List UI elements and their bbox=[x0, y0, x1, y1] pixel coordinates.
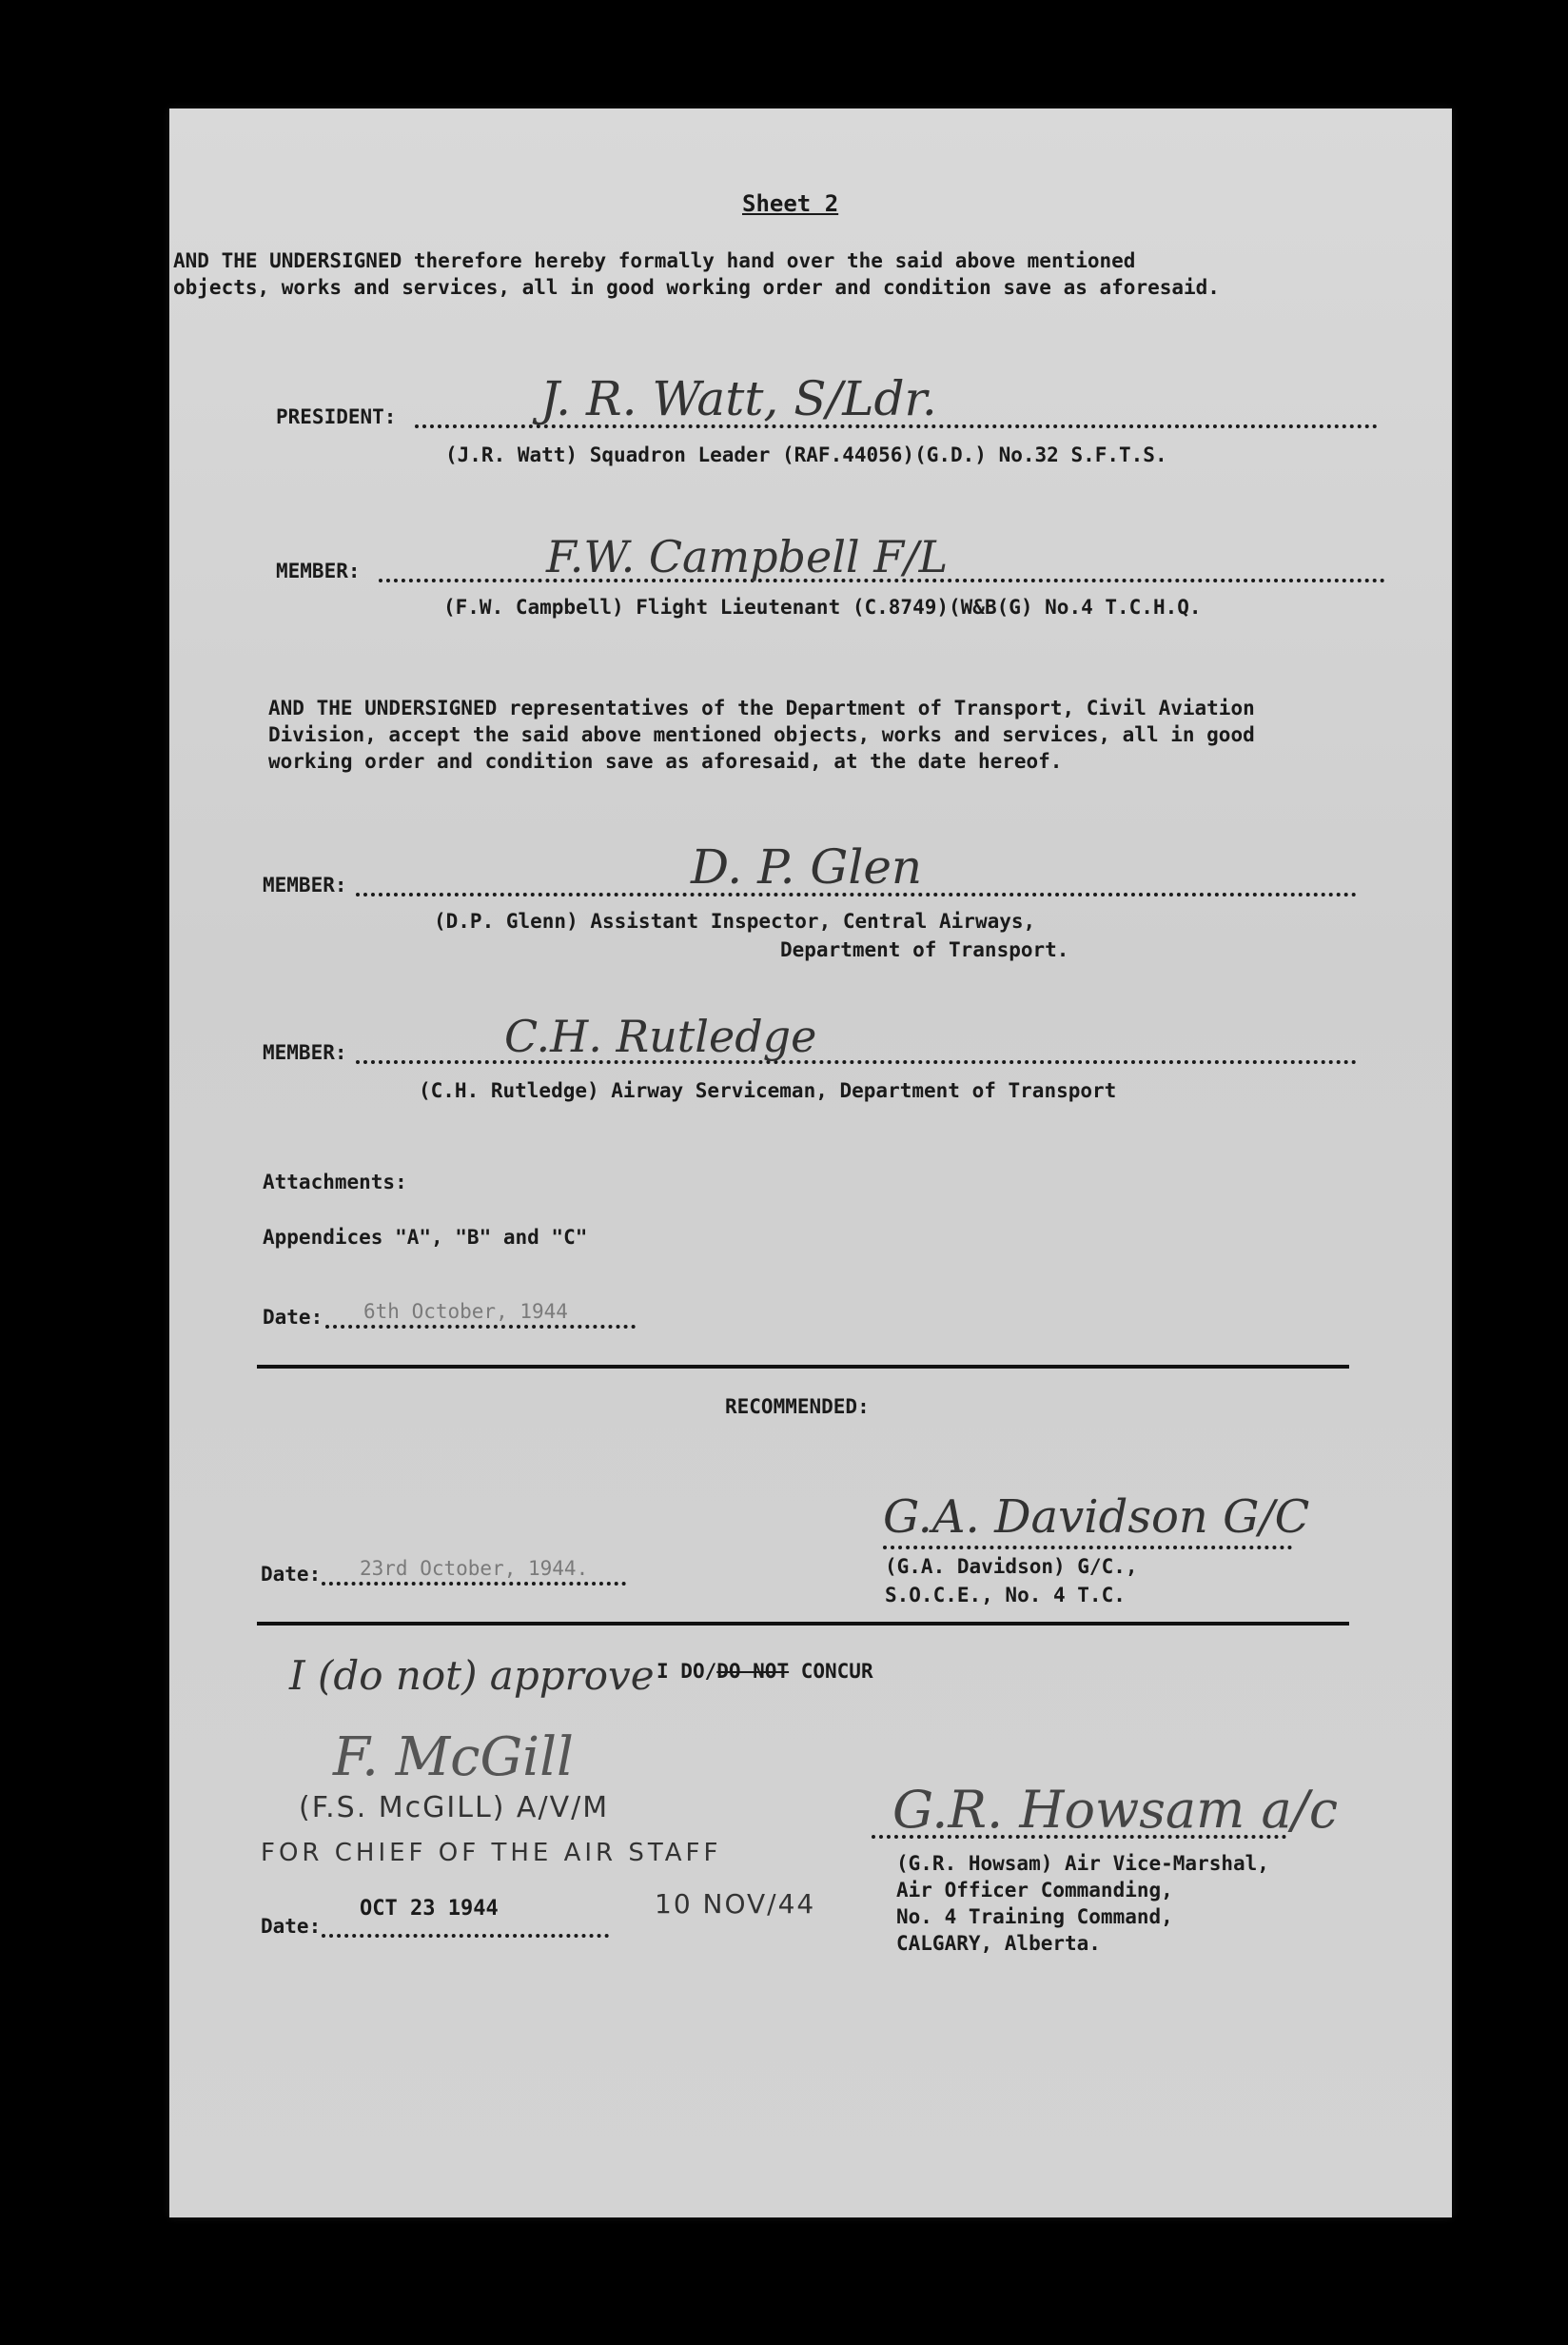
date-line bbox=[325, 1325, 636, 1329]
handover-paragraph-line: objects, works and services, all in good working order and condition save as aforesaid. bbox=[173, 276, 1220, 299]
howsam-typed-title: Air Officer Commanding, bbox=[896, 1879, 1173, 1902]
attachments-label: Attachments: bbox=[263, 1171, 407, 1193]
acceptance-paragraph-line: working order and condition save as aforesaid, at the date hereof. bbox=[268, 750, 1063, 773]
member-typed-name: (D.P. Glenn) Assistant Inspector, Central Airways, bbox=[434, 910, 1036, 933]
concur-do-not: DO NOT bbox=[716, 1660, 790, 1683]
date-line bbox=[322, 1934, 609, 1938]
date-value: 23rd October, 1944. bbox=[360, 1557, 589, 1580]
date-label: Date: bbox=[263, 1306, 323, 1329]
recommender-signature: G.A. Davidson G/C bbox=[883, 1490, 1310, 1544]
member-typed-department: Department of Transport. bbox=[780, 938, 1069, 961]
howsam-typed-name: (G.R. Howsam) Air Vice-Marshal, bbox=[896, 1852, 1269, 1875]
howsam-typed-command: No. 4 Training Command, bbox=[896, 1905, 1173, 1928]
date-label: Date: bbox=[261, 1563, 322, 1586]
member-signature: F.W. Campbell F/L bbox=[546, 531, 949, 582]
handwritten-date: 10 NOV/44 bbox=[655, 1888, 816, 1920]
member-label: MEMBER: bbox=[263, 874, 347, 897]
section-divider bbox=[257, 1365, 1349, 1369]
signature-line bbox=[883, 1546, 1292, 1549]
member-label: MEMBER: bbox=[263, 1041, 347, 1064]
mcgill-signature: F. McGill bbox=[333, 1726, 574, 1788]
section-divider bbox=[257, 1622, 1349, 1626]
acceptance-paragraph-line: AND THE UNDERSIGNED representatives of the Department of Transport, Civil Aviation bbox=[268, 697, 1255, 719]
member-typed-name: (F.W. Campbell) Flight Lieutenant (C.8749)(W&B(G) No.4 T.C.H.Q. bbox=[443, 596, 1202, 619]
document-sheet bbox=[169, 108, 1452, 2217]
date-value: 6th October, 1944 bbox=[363, 1300, 568, 1323]
concur-prefix: I bbox=[657, 1660, 681, 1683]
date-label: Date: bbox=[261, 1915, 322, 1938]
concur-line bbox=[657, 1660, 873, 1683]
sheet-heading: Sheet 2 bbox=[742, 190, 839, 217]
member-signature: D. P. Glen bbox=[691, 839, 923, 895]
president-signature: J. R. Watt, S/Ldr. bbox=[540, 371, 937, 426]
handwritten-approval: I (do not) approve bbox=[289, 1652, 655, 1699]
date-stamp: OCT 23 1944 bbox=[360, 1897, 499, 1921]
date-line bbox=[322, 1582, 626, 1586]
president-label: PRESIDENT: bbox=[276, 405, 397, 428]
member-signature: C.H. Rutledge bbox=[504, 1011, 817, 1062]
acceptance-paragraph-line: Division, accept the said above mentioned objects, works and services, all in good bbox=[268, 723, 1255, 746]
concur-word: CONCUR bbox=[789, 1660, 873, 1683]
recommender-typed-name: (G.A. Davidson) G/C., bbox=[885, 1555, 1138, 1578]
mcgill-name: (F.S. McGILL) A/V/M bbox=[299, 1791, 610, 1824]
recommender-typed-title: S.O.C.E., No. 4 T.C. bbox=[885, 1584, 1126, 1606]
recommended-label: RECOMMENDED: bbox=[725, 1395, 870, 1418]
member-label: MEMBER: bbox=[276, 560, 361, 582]
howsam-signature: G.R. Howsam a/c bbox=[892, 1780, 1339, 1840]
member-typed-name: (C.H. Rutledge) Airway Serviceman, Department of Transport bbox=[419, 1079, 1117, 1102]
concur-do: DO/ bbox=[680, 1660, 717, 1683]
president-typed-name: (J.R. Watt) Squadron Leader (RAF.44056)(G.D.) No.32 S.F.T.S. bbox=[445, 443, 1167, 466]
appendices-text: Appendices "A", "B" and "C" bbox=[263, 1226, 588, 1249]
howsam-typed-location: CALGARY, Alberta. bbox=[896, 1932, 1101, 1955]
for-chief-of-air-staff: FOR CHIEF OF THE AIR STAFF bbox=[261, 1839, 722, 1867]
signature-line bbox=[872, 1835, 1286, 1839]
handover-paragraph-line: AND THE UNDERSIGNED therefore hereby formally hand over the said above mentioned bbox=[173, 249, 1136, 272]
